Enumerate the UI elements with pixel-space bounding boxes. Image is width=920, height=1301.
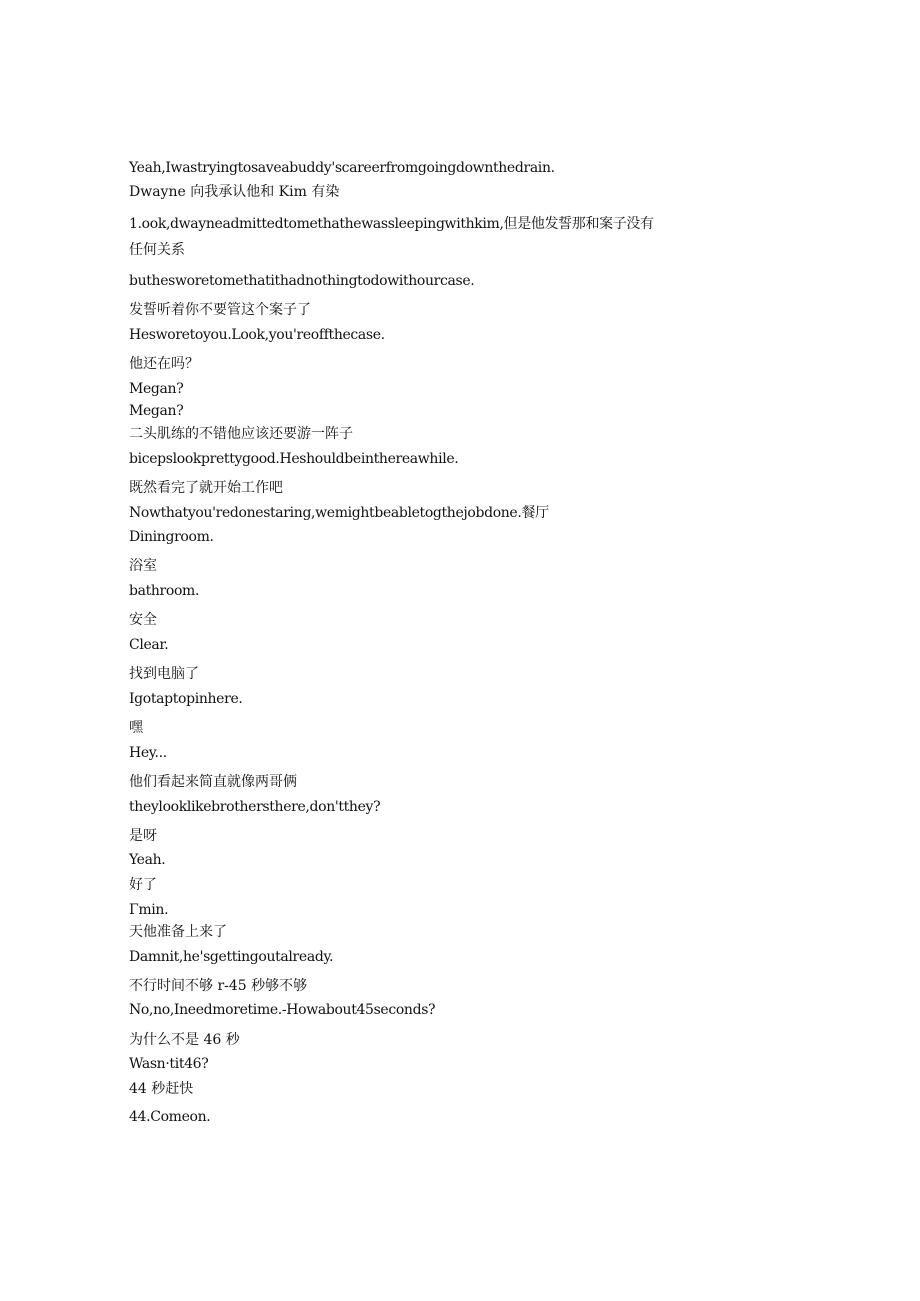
subtitle-line-en: Hesworetoyou.Look,you'reoffthecase. [129, 327, 385, 343]
subtitle-line-en: Γmin. [129, 902, 169, 918]
subtitle-line-cn: 是呀 [129, 828, 157, 844]
subtitle-line-en: Wasn·tit46? [129, 1056, 209, 1072]
subtitle-line-en: Igotaptopinhere. [129, 691, 243, 707]
subtitle-line-cn: 安全 [129, 612, 157, 628]
subtitle-line-cn: 天他准备上来了 [129, 924, 227, 940]
subtitle-line-en: Diningroom. [129, 529, 214, 545]
subtitle-line-en: Damnit,he'sgettingoutalready. [129, 949, 334, 965]
subtitle-line-en: Megan? [129, 403, 184, 419]
subtitle-line-cn: 嘿 [129, 720, 143, 736]
subtitle-line-mixed: 1.ook,dwayneadmittedtomethathewassleepingwithkim,但是他发誓那和案子没有 [129, 216, 654, 232]
subtitle-line-cn: 找到电脑了 [129, 666, 199, 682]
subtitle-line-en: Megan? [129, 381, 184, 397]
subtitle-line-cn: 不行时间不够 r-45 秒够不够 [129, 978, 308, 994]
subtitle-line-cn: 好了 [129, 877, 157, 893]
subtitle-line-cn: 他还在吗？ [129, 356, 199, 372]
subtitle-line-en: No,no,Ineedmoretime.-Howabout45seconds? [129, 1002, 436, 1018]
subtitle-line-en: bicepslookprettygood.Heshouldbeinthereawhile. [129, 451, 459, 467]
subtitle-line-en: Clear. [129, 637, 169, 653]
subtitle-line-en: bathroom. [129, 583, 200, 599]
subtitle-line-en: Yeah,Iwastryingtosaveabuddy'scareerfromgoingdownthedrain. [129, 160, 555, 176]
subtitle-line-cn: 为什么不是 46 秒 [129, 1032, 240, 1048]
subtitle-line-en: theylooklikebrothersthere,don'tthey? [129, 799, 381, 815]
subtitle-line-en: 44.Comeon. [129, 1109, 211, 1125]
subtitle-line-cn: 他们看起来简直就像两哥俩 [129, 774, 297, 790]
subtitle-line-en: Yeah. [129, 852, 166, 868]
subtitle-line-cn: 发誓听着你不要管这个案子了 [129, 302, 311, 318]
subtitle-line-cn: 二头肌练的不错他应该还要游一阵子 [129, 426, 353, 442]
subtitle-line-cn: 任何关系 [129, 242, 185, 258]
subtitle-line-en: buthesworetomethatithadnothingtodowithourcase. [129, 273, 475, 289]
subtitle-line-cn: Dwayne 向我承认他和 Kim 有染 [129, 184, 340, 200]
subtitle-line-mixed: Nowthatyou'redonestaring,wemightbeabletogthejobdone.餐厅 [129, 505, 549, 521]
subtitle-line-cn: 浴室 [129, 558, 157, 574]
subtitle-line-en: Hey... [129, 745, 167, 761]
subtitle-line-cn: 44 秒赶快 [129, 1081, 194, 1097]
subtitle-line-cn: 既然看完了就开始工作吧 [129, 480, 283, 496]
